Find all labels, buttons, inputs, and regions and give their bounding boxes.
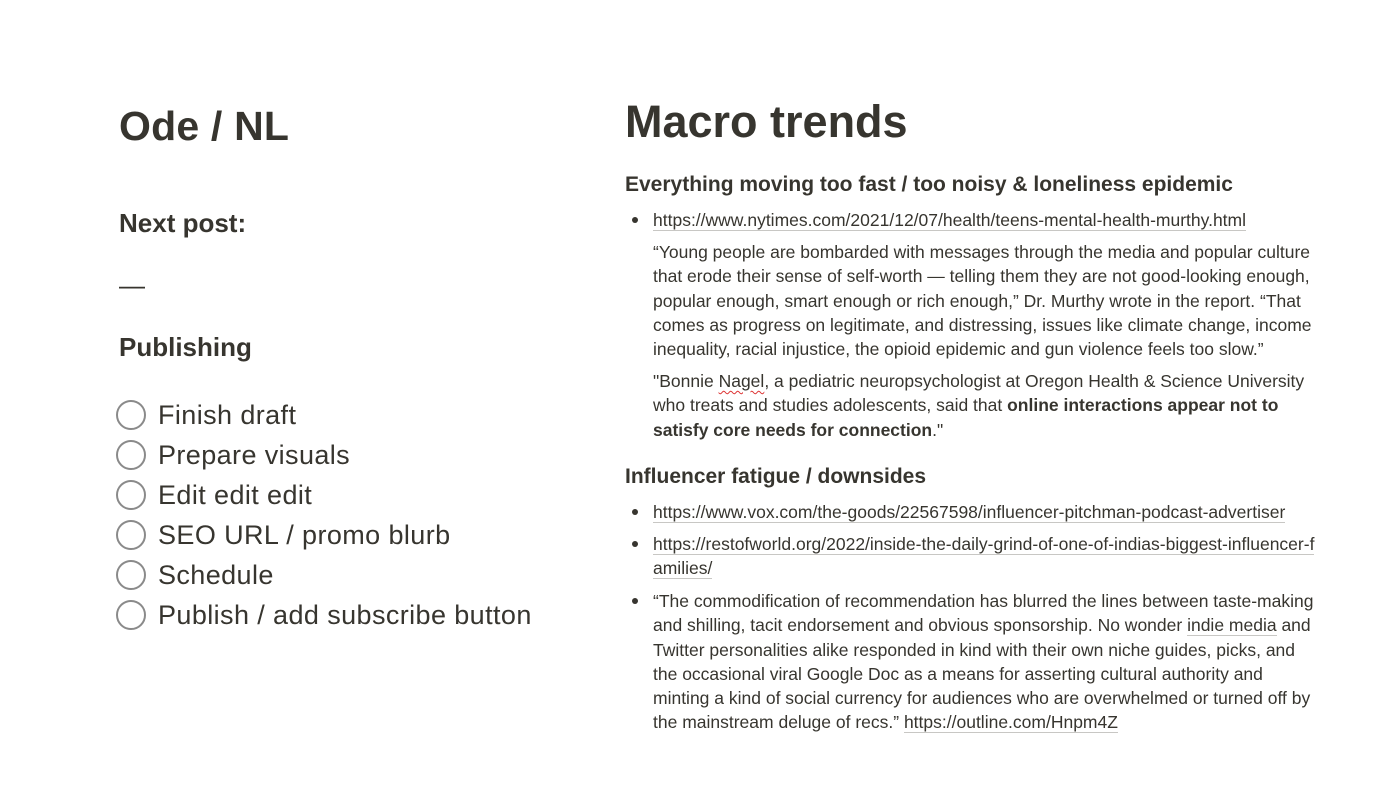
todo-label[interactable]: Publish / add subscribe button (158, 599, 532, 630)
checkbox-publish[interactable] (116, 600, 146, 630)
todo-label[interactable]: Prepare visuals (158, 439, 351, 470)
section-heading-loneliness: Everything moving too fast / too noisy & loneliness epidemic (625, 173, 1233, 196)
macro-trends-title: Macro trends (625, 96, 908, 147)
todo-item (116, 555, 532, 595)
todo-item (116, 395, 532, 435)
checkbox-prepare-visuals[interactable] (116, 440, 146, 470)
restofworld-link[interactable]: https://restofworld.org/2022/inside-the-daily-grind-of-one-of-indias-biggest-influencer-families/ (653, 534, 1315, 579)
quote-text: “The commodification of recommendation has blurred the lines between taste-making and shilling, tacit endorsement and obvious sponsorship. No wonder (653, 591, 1314, 636)
quote-text: "Bonnie (653, 371, 719, 391)
em-dash-placeholder: — (119, 270, 145, 300)
todo-label[interactable]: Edit edit edit (158, 479, 313, 510)
todo-item (116, 515, 532, 555)
quote-nagel (653, 369, 1323, 442)
todo-label[interactable]: Schedule (158, 559, 274, 590)
quote-bold: online interactions appear not to satisfy core needs for connection (653, 395, 1279, 440)
todo-item (116, 595, 532, 635)
indie-media-link[interactable]: indie media (1187, 615, 1277, 636)
publishing-checklist (116, 395, 532, 635)
publishing-heading: Publishing (119, 332, 252, 362)
checkbox-schedule[interactable] (116, 560, 146, 590)
list-item (653, 208, 1323, 232)
checkbox-edit[interactable] (116, 480, 146, 510)
list-item (653, 532, 1323, 581)
nytimes-link[interactable]: https://www.nytimes.com/2021/12/07/health/teens-mental-health-murthy.html (653, 210, 1247, 230)
quote-murthy: “Young people are bombarded with messages through the media and popular culture that erode their sense of self-worth — telling them they are not good-looking enough, popular enough, smart enough or rich enough,” Dr. Murthy wrote in the report. “That comes as progress on legitimate, and distressing, issues like climate change, income inequality, racial injustice, the opioid epidemic and gun violence feels too slow.” (653, 242, 1312, 360)
checkbox-finish-draft[interactable] (116, 400, 146, 430)
todo-item (116, 435, 532, 475)
todo-label[interactable]: SEO URL / promo blurb (158, 519, 451, 550)
quote-text: , a pediatric neuropsychologist at Oregon Health & Science University who treats and studies adolescents, said that (653, 371, 1305, 416)
todo-label[interactable]: Finish draft (158, 399, 297, 430)
quote-text: and Twitter personalities alike responded in kind with their own niche guides, picks, and the occasional viral Google Doc as a means for asserting cultural authority and minting a kind of social currency for audiences who are overwhelmed or turned off by the mainstream deluge of recs.” (653, 615, 1311, 733)
todo-item (116, 475, 532, 515)
quote-text: ." (932, 419, 944, 440)
outline-link[interactable]: https://outline.com/Hnpm4Z (903, 712, 1118, 733)
next-post-heading: Next post: (119, 208, 247, 238)
checkbox-seo-url[interactable] (116, 520, 146, 550)
list-item (653, 589, 1323, 735)
page-title: Ode / NL (119, 103, 290, 149)
vox-link[interactable]: https://www.vox.com/the-goods/22567598/influencer-pitchman-podcast-advertiser (653, 502, 1286, 522)
section-heading-influencer: Influencer fatigue / downsides (625, 465, 927, 488)
spellcheck-name: Nagel (718, 371, 765, 391)
list-item (653, 500, 1323, 524)
